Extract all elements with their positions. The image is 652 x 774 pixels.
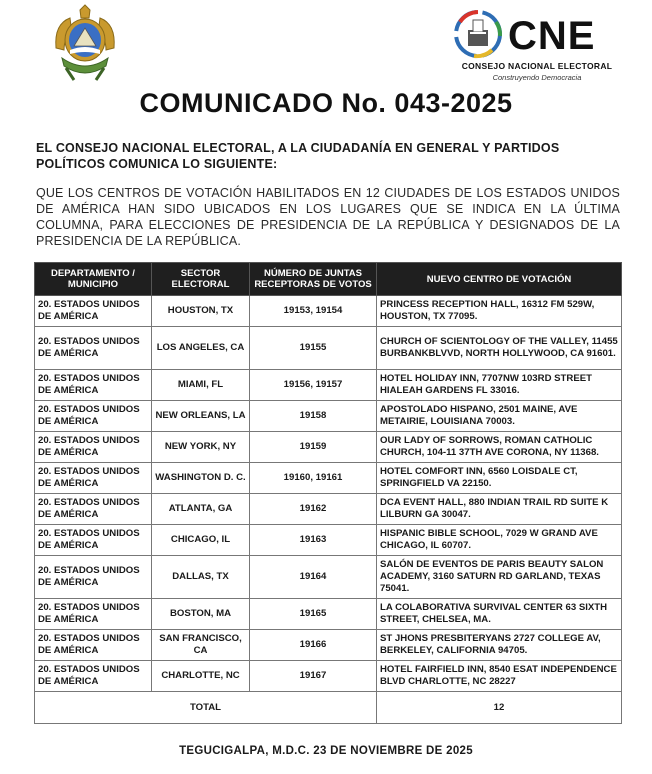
cell-sector: ATLANTA, GA — [152, 494, 250, 525]
cell-juntas: 19165 — [250, 599, 377, 630]
table-total-row — [35, 692, 622, 724]
cne-name: CONSEJO NACIONAL ELECTORAL — [461, 61, 613, 71]
cell-centro: PRINCESS RECEPTION HALL, 16312 FM 529W, HOUSTON, TX 77095. — [377, 296, 622, 327]
cell-juntas: 19164 — [250, 556, 377, 599]
header-centro: NUEVO CENTRO DE VOTACIÓN — [377, 263, 622, 296]
cell-centro: DCA EVENT HALL, 880 INDIAN TRAIL RD SUITE K LILBURN GA 30047. — [377, 494, 622, 525]
table-row — [35, 463, 622, 494]
table-row — [35, 432, 622, 463]
cell-departamento: 20. ESTADOS UNIDOS DE AMÉRICA — [35, 525, 152, 556]
header-departamento: DEPARTAMENTO / MUNICIPIO — [35, 263, 152, 296]
total-label: TOTAL — [35, 692, 377, 724]
footer-place-date: TEGUCIGALPA, M.D.C. 23 DE NOVIEMBRE DE 2025 — [179, 745, 473, 757]
total-value: 12 — [377, 692, 622, 724]
coat-of-arms-icon — [50, 4, 120, 82]
cell-juntas: 19156, 19157 — [250, 370, 377, 401]
cell-departamento: 20. ESTADOS UNIDOS DE AMÉRICA — [35, 463, 152, 494]
cell-departamento: 20. ESTADOS UNIDOS DE AMÉRICA — [35, 556, 152, 599]
cell-centro: CHURCH OF SCIENTOLOGY OF THE VALLEY, 11455 BURBANKBLVVD, NORTH HOLLYWOOD, CA 91601. — [377, 327, 622, 370]
table-row — [35, 401, 622, 432]
cell-sector: CHARLOTTE, NC — [152, 661, 250, 692]
header-juntas: NÚMERO DE JUNTAS RECEPTORAS DE VOTOS — [250, 263, 377, 296]
cell-sector: WASHINGTON D. C. — [152, 463, 250, 494]
cell-centro: LA COLABORATIVA SURVIVAL CENTER 63 SIXTH STREET, CHELSEA, MA. — [377, 599, 622, 630]
table-row — [35, 327, 622, 370]
cne-logo — [452, 8, 622, 88]
cell-centro: APOSTOLADO HISPANO, 2501 MAINE, AVE METAIRIE, LOUISIANA 70003. — [377, 401, 622, 432]
cell-centro: OUR LADY OF SORROWS, ROMAN CATHOLIC CHURCH, 104-11 37TH AVE CORONA, NY 11368. — [377, 432, 622, 463]
cell-departamento: 20. ESTADOS UNIDOS DE AMÉRICA — [35, 401, 152, 432]
table-row — [35, 630, 622, 661]
cell-sector: CHICAGO, IL — [152, 525, 250, 556]
cell-centro: HOTEL COMFORT INN, 6560 LOISDALE CT, SPRINGFIELD VA 22150. — [377, 463, 622, 494]
voting-centers-table — [34, 262, 622, 724]
cell-centro: SALÓN DE EVENTOS DE PARIS BEAUTY SALON ACADEMY, 3160 SATURN RD GARLAND, TEXAS 75041. — [377, 556, 622, 599]
ballot-box-icon — [452, 8, 504, 60]
cne-acronym: CNE — [508, 14, 596, 58]
table-row — [35, 494, 622, 525]
cell-sector: LOS ANGELES, CA — [152, 327, 250, 370]
cell-juntas: 19155 — [250, 327, 377, 370]
cell-juntas: 19158 — [250, 401, 377, 432]
cell-departamento: 20. ESTADOS UNIDOS DE AMÉRICA — [35, 630, 152, 661]
cell-centro: ST JHONS PRESBITERYANS 2727 COLLEGE AV, BERKELEY, CALIFORNIA 94705. — [377, 630, 622, 661]
cell-juntas: 19163 — [250, 525, 377, 556]
cell-departamento: 20. ESTADOS UNIDOS DE AMÉRICA — [35, 296, 152, 327]
cell-juntas: 19153, 19154 — [250, 296, 377, 327]
cell-juntas: 19159 — [250, 432, 377, 463]
header-sector: SECTOR ELECTORAL — [152, 263, 250, 296]
table-row — [35, 296, 622, 327]
table-row — [35, 599, 622, 630]
cell-centro: HISPANIC BIBLE SCHOOL, 7029 W GRAND AVE CHICAGO, IL 60707. — [377, 525, 622, 556]
table-row — [35, 556, 622, 599]
cell-sector: SAN FRANCISCO, CA — [152, 630, 250, 661]
cne-tagline: Construyendo Democracia — [492, 73, 582, 82]
table-row — [35, 370, 622, 401]
cell-sector: HOUSTON, TX — [152, 296, 250, 327]
intro-paragraph: EL CONSEJO NACIONAL ELECTORAL, A LA CIUDADANÍA EN GENERAL Y PARTIDOS POLÍTICOS COMUNICA LO SIGUIENTE: — [36, 141, 560, 171]
body-paragraph: QUE LOS CENTROS DE VOTACIÓN HABILITADOS EN 12 CIUDADES DE LOS ESTADOS UNIDOS DE AMÉRICA HAN SIDO UBICADOS EN LOS LUGARES QUE SE INDICA EN LA ÚLTIMA COLUMNA, PARA ELECCIONES DE PRESIDENCIA DE LA REPÚBLICA Y DESIGNADOS DE LA PRESIDENCIA DE LA REPÚBLICA. — [36, 186, 620, 248]
cell-juntas: 19160, 19161 — [250, 463, 377, 494]
communique-title: COMUNICADO No. 043-2025 — [139, 88, 513, 118]
cell-sector: NEW ORLEANS, LA — [152, 401, 250, 432]
cell-departamento: 20. ESTADOS UNIDOS DE AMÉRICA — [35, 327, 152, 370]
cell-departamento: 20. ESTADOS UNIDOS DE AMÉRICA — [35, 661, 152, 692]
cell-sector: DALLAS, TX — [152, 556, 250, 599]
cell-juntas: 19162 — [250, 494, 377, 525]
table-row — [35, 661, 622, 692]
cell-centro: HOTEL FAIRFIELD INN, 8540 ESAT INDEPENDENCE BLVD CHARLOTTE, NC 28227 — [377, 661, 622, 692]
page-header — [0, 0, 652, 90]
table-row — [35, 525, 622, 556]
cell-sector: BOSTON, MA — [152, 599, 250, 630]
cell-departamento: 20. ESTADOS UNIDOS DE AMÉRICA — [35, 494, 152, 525]
table-header-row — [35, 263, 622, 296]
cell-departamento: 20. ESTADOS UNIDOS DE AMÉRICA — [35, 432, 152, 463]
cell-juntas: 19167 — [250, 661, 377, 692]
cell-departamento: 20. ESTADOS UNIDOS DE AMÉRICA — [35, 599, 152, 630]
cell-juntas: 19166 — [250, 630, 377, 661]
cell-departamento: 20. ESTADOS UNIDOS DE AMÉRICA — [35, 370, 152, 401]
cell-sector: NEW YORK, NY — [152, 432, 250, 463]
cell-sector: MIAMI, FL — [152, 370, 250, 401]
cell-centro: HOTEL HOLIDAY INN, 7707NW 103RD STREET HIALEAH GARDENS FL 33016. — [377, 370, 622, 401]
